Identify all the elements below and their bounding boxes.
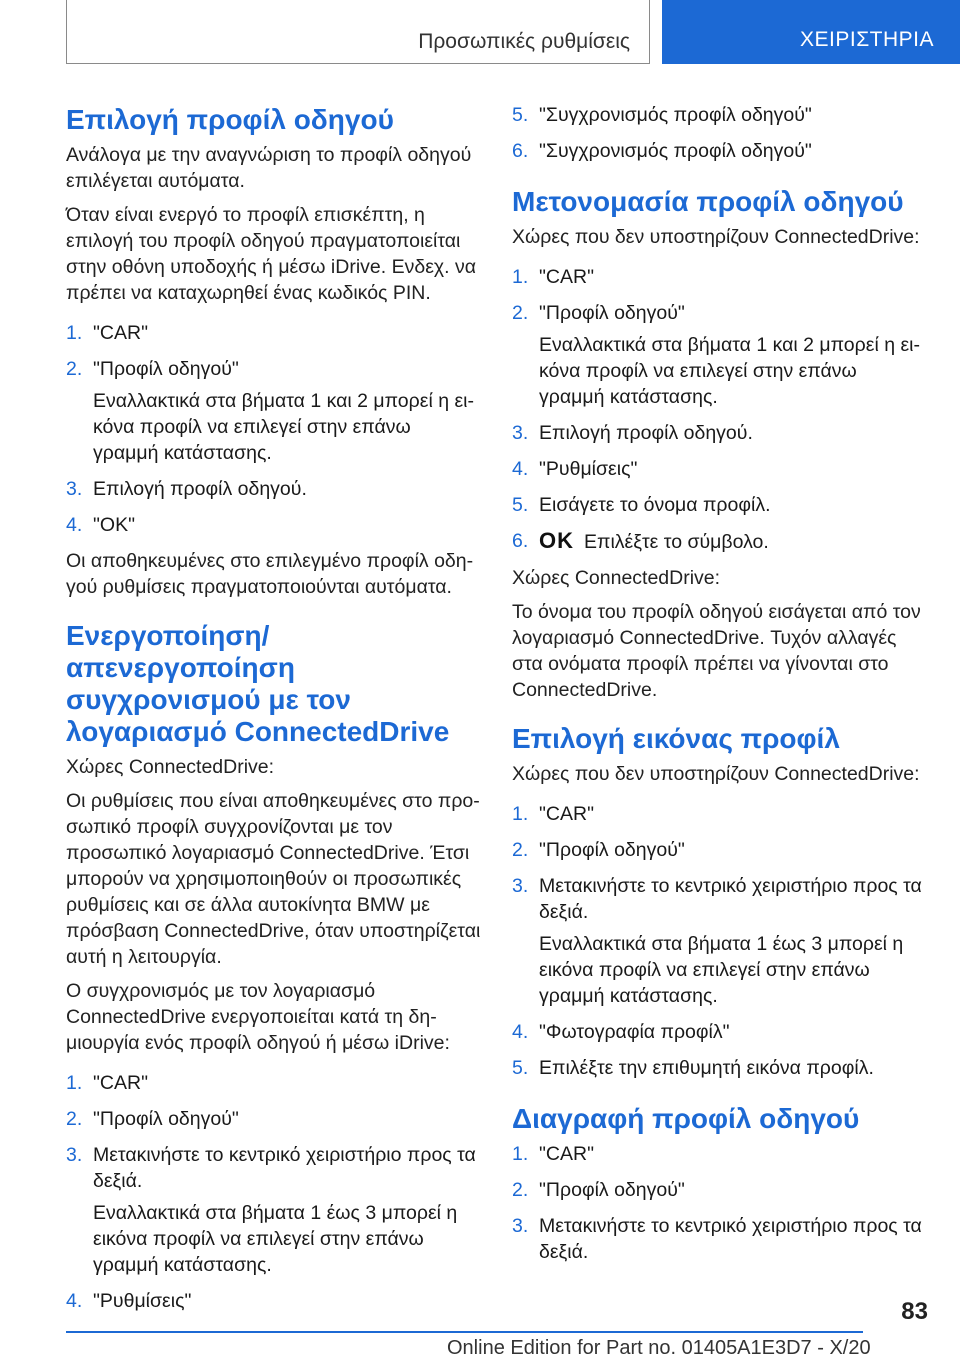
list-item: 2. "Προφίλ οδηγού"	[512, 302, 685, 324]
footer-edition: Online Edition for Part no. 01405A1E3D7 - X/20	[447, 1337, 871, 1359]
list-item: 5. Επιλέξτε την επιθυμητή εικόνα προφίλ.	[512, 1057, 874, 1079]
heading-sync-connecteddrive: Ενεργοποίηση/απενεργοποίηση συγχρονισμού με τον λογαριασμό ConnectedDrive	[66, 620, 450, 747]
list-item: 1. "CAR"	[66, 1072, 149, 1094]
paragraph: Ανάλογα με την αναγνώριση το προφίλ οδηγού επιλέγεται αυτόματα.	[66, 144, 472, 192]
paragraph: Οι ρυθμίσεις που είναι αποθηκευμένες στο προσωπικό προφίλ συγχρονίζονται με τον προσωπικό λογαριασμό ConnectedDrive. Έτσι μπορούν να χρησιμοποιηθούν οι προσωπικές ρυθμίσεις και σε άλλα αυτοκίνητα BMW με πρόσβαση ConnectedDrive, όταν υποστηρίζεται αυτή η λειτουργία.	[66, 790, 481, 968]
paragraph: Όταν είναι ενεργό το προφίλ επισκέπτη, η επιλογή του προφίλ οδηγού πραγματοποιείται στην οθόνη υποδοχής ή μέσω iDrive. Ενδεχ. να πρέπει να καταχωρηθεί ένας κωδικός PIN.	[66, 204, 476, 304]
left-column	[66, 104, 481, 1324]
list-item: 3. Επιλογή προφίλ οδηγού.	[512, 422, 753, 444]
paragraph: Χώρες ConnectedDrive:	[66, 756, 275, 778]
list-item: 2. "Προφίλ οδηγού"	[512, 839, 685, 861]
paragraph: Ο συγχρονισμός με τον λογαριασμό ConnectedDrive ενεργοποιείται κατά τη δημιουργία ενός προφίλ οδηγού ή μέσω iDrive:	[66, 980, 450, 1054]
list-item: 4. "Φωτογραφία προφίλ"	[512, 1021, 730, 1043]
list-note: Εναλλακτικά στα βήματα 1 έως 3 μπορεί η εικόνα προφίλ να επιλεγεί στην επάνω γραμμή κατάστασης.	[539, 933, 904, 1007]
list-item: 2. "Προφίλ οδηγού"	[66, 358, 239, 380]
section-title: Προσωπικές ρυθμίσεις	[418, 30, 630, 53]
list-item: 6. OK Επιλέξτε το σύμβολο.	[512, 528, 769, 553]
list-item: 5. "Συγχρονισμός προφίλ οδηγού"	[512, 104, 812, 126]
chapter-tab	[662, 0, 960, 64]
list-item: 3. Μετακινήστε το κεντρικό χειριστήριο προς τα δεξιά.	[512, 875, 922, 923]
paragraph: Οι αποθηκευμένες στο επιλεγμένο προφίλ οδηγού ρυθμίσεις πραγματοποιούνται αυτόματα.	[66, 550, 474, 598]
paragraph: Χώρες ConnectedDrive:	[512, 567, 721, 589]
list-item: 1. "CAR"	[512, 266, 595, 288]
heading-select-driver-profile: Επιλογή προφίλ οδηγού	[66, 104, 394, 135]
list-item: 5. Εισάγετε το όνομα προφίλ.	[512, 494, 771, 516]
ok-icon: OK	[539, 528, 574, 553]
heading-delete-driver-profile: Διαγραφή προφίλ οδηγού	[512, 1103, 860, 1134]
list-item: 2. "Προφίλ οδηγού"	[512, 1179, 685, 1201]
list-item: 3. Μετακινήστε το κεντρικό χειριστήριο προς τα δεξιά.	[66, 1144, 476, 1192]
list-item: 4. "OK"	[66, 514, 136, 536]
list-item: 3. Επιλογή προφίλ οδηγού.	[66, 478, 307, 500]
list-note: Εναλλακτικά στα βήματα 1 έως 3 μπορεί η εικόνα προφίλ να επιλεγεί στην επάνω γραμμή κατάστασης.	[93, 1202, 458, 1276]
paragraph: Το όνομα του προφίλ οδηγού εισάγεται από τον λογαριασμό ConnectedDrive. Τυχόν αλλαγές στα ονόματα προφίλ πρέπει να γίνονται στο ConnectedDrive.	[512, 601, 921, 701]
paragraph: Χώρες που δεν υποστηρίζουν ConnectedDrive:	[512, 226, 920, 248]
list-note: Εναλλακτικά στα βήματα 1 και 2 μπορεί η εικόνα προφίλ να επιλεγεί στην επάνω γραμμή κατάστασης.	[539, 334, 920, 408]
list-item: 4. "Ρυθμίσεις"	[512, 458, 638, 480]
page-number: 83	[901, 1298, 928, 1325]
list-item: 4. "Ρυθμίσεις"	[66, 1290, 192, 1312]
list-item: 1. "CAR"	[66, 322, 149, 344]
list-note: Εναλλακτικά στα βήματα 1 και 2 μπορεί η εικόνα προφίλ να επιλεγεί στην επάνω γραμμή κατάστασης.	[93, 390, 474, 464]
right-column	[512, 102, 927, 1275]
list-item: 2. "Προφίλ οδηγού"	[66, 1108, 239, 1130]
list-item: 1. "CAR"	[512, 1143, 595, 1165]
footer-divider	[66, 1331, 863, 1333]
chapter-tab-label: ΧΕΙΡΙΣΤΗΡΙΑ	[800, 28, 935, 51]
list-item: 3. Μετακινήστε το κεντρικό χειριστήριο προς τα δεξιά.	[512, 1215, 922, 1263]
list-item: 6. "Συγχρονισμός προφίλ οδηγού"	[512, 140, 812, 162]
heading-select-profile-picture: Επιλογή εικόνας προφίλ	[512, 723, 840, 754]
paragraph: Χώρες που δεν υποστηρίζουν ConnectedDrive:	[512, 763, 920, 785]
heading-rename-driver-profile: Μετονομασία προφίλ οδηγού	[512, 186, 904, 217]
list-item: 1. "CAR"	[512, 803, 595, 825]
